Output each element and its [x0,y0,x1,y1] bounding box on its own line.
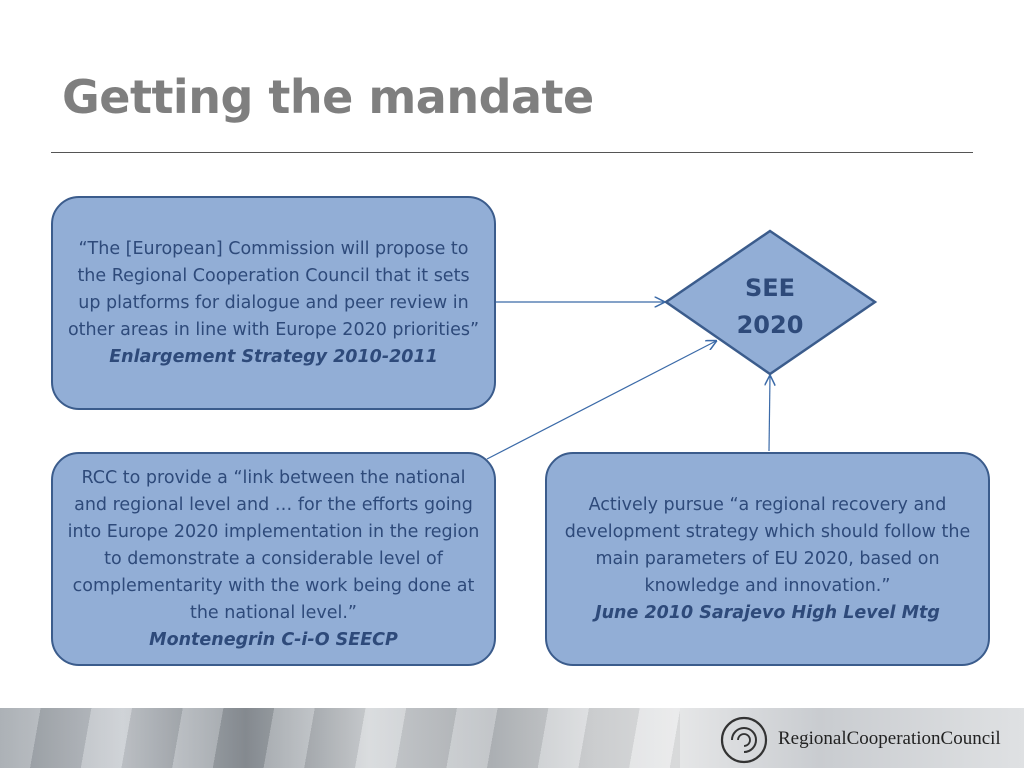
quote-source: Montenegrin C-i-O SEECP [149,629,398,650]
quote-text: RCC to provide a “link between the national and regional level and … for the efforts going into Europe 2020 implementation in the region to demonstrate a considerable level of complementarity with the work being done at the national level.” [67,467,480,623]
quote-box-montenegrin-cio [51,452,496,666]
page-title: Getting the mandate [62,70,594,124]
quote-box-enlargement-strategy [51,196,496,410]
quote-text: Actively pursue “a regional recovery and development strategy which should follow the main parameters of EU 2020, based on knowledge and innovation.” [564,494,971,596]
arrow-box-c-to-diamond [769,376,770,451]
footer-photo-strip [0,708,680,768]
quote-box-sarajevo-meeting [545,452,990,666]
diamond-label [710,270,830,344]
diamond-label-line2: 2020 [736,311,804,339]
quote-text: “The [European] Commission will propose to the Regional Cooperation Council that it sets up platforms for dialogue and peer review in other areas in line with Europe 2020 priorities” [67,238,480,340]
arrow-box-b-to-diamond [487,341,716,459]
rcc-logo-text: RegionalCooperationCouncil [778,728,1001,749]
quote-source: Enlargement Strategy 2010-2011 [109,346,438,367]
diamond-label-line1: SEE [744,274,796,302]
quote-source: June 2010 Sarajevo High Level Mtg [595,602,940,623]
rcc-logo-icon [718,712,770,764]
